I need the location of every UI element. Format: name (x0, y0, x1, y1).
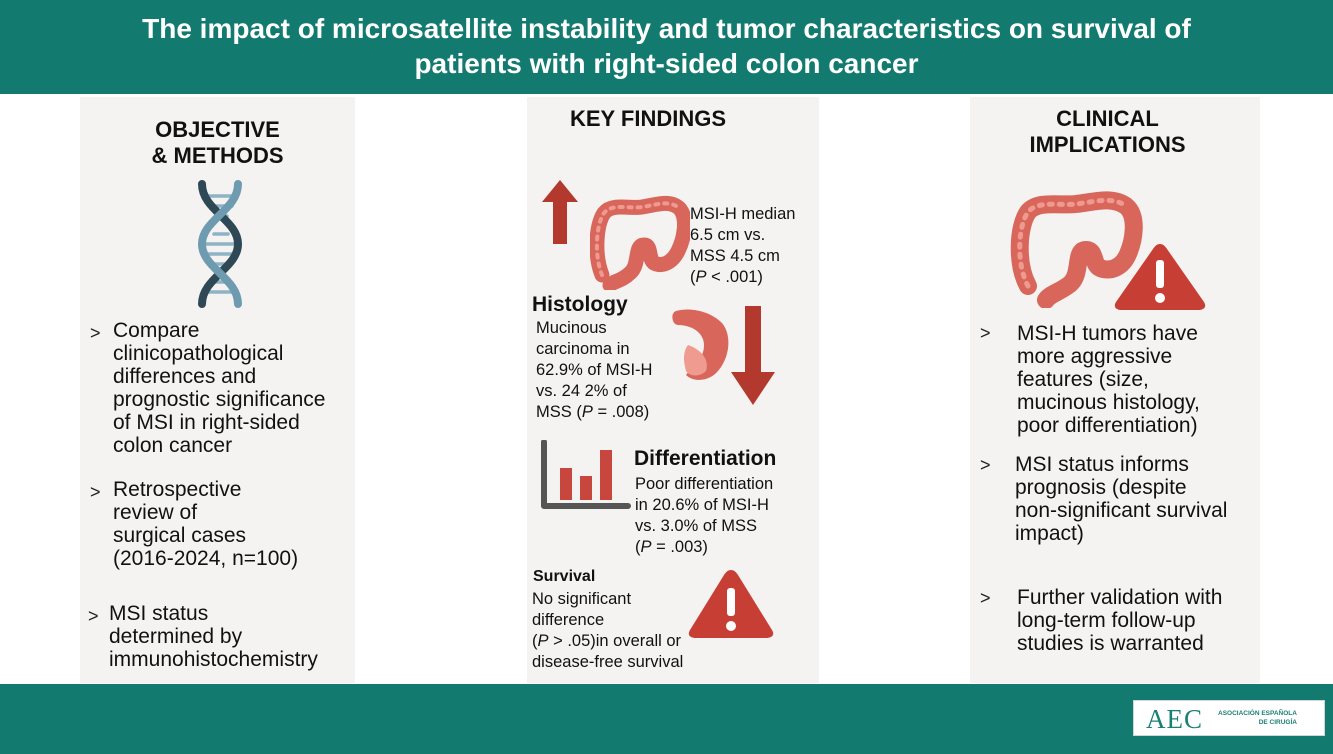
objective-bullet-3: MSI status determined by immunohistochemistry (109, 602, 318, 671)
bullet-chevron: > (980, 455, 991, 475)
objective-heading: OBJECTIVE & METHODS (151, 117, 284, 168)
implication-bullet-2: MSI status informs prognosis (despite non-significant survival impact) (1015, 453, 1228, 545)
survival-finding: No significant difference (P > .05)in overall or disease-free survival (532, 590, 684, 671)
objective-bullet-1: Compare clinicopathological differences and prognostic significance of MSI in right-sided colon cancer (113, 319, 326, 457)
title-banner (0, 0, 1333, 94)
warning-icon (1110, 240, 1210, 312)
bullet-chevron: > (88, 606, 99, 626)
histology-finding: Mucinous carcinoma in 62.9% of MSI-H vs. 24 2% of MSS (P = .008) (536, 319, 653, 421)
differentiation-title: Differentiation (634, 447, 777, 470)
survival-title: Survival (533, 568, 596, 585)
logo-letters: AEC (1146, 704, 1203, 734)
key-findings-heading: KEY FINDINGS (569, 106, 727, 131)
logo-subtitle: ASOCIACIÓN ESPAÑOLA DE CIRUGÍA (1218, 710, 1297, 726)
arrow-up-icon (540, 178, 580, 246)
aec-logo (1133, 700, 1325, 736)
arrow-down-icon (728, 304, 778, 407)
bullet-chevron: > (980, 588, 991, 608)
bullet-chevron: > (90, 323, 101, 343)
title-line-1: The impact of microsatellite instability and tumor characteristics on survival of (142, 13, 1191, 44)
bullet-chevron: > (90, 482, 101, 502)
dna-icon (180, 180, 260, 310)
histology-title: Histology (532, 293, 628, 316)
bullet-chevron: > (980, 323, 991, 343)
objective-bullet-2: Retrospective review of surgical cases (2016-2024, n=100) (113, 478, 299, 570)
warning-icon (686, 566, 776, 640)
bar-chart-icon (540, 440, 632, 512)
implication-bullet-1: MSI-H tumors have more aggressive features (size, mucinous histology, poor differentiation) (1017, 322, 1200, 437)
differentiation-finding: Poor differentiation in 20.6% of MSI-H vs. 3.0% of MSS (P = .003) (635, 475, 774, 556)
size-finding: MSI-H median 6.5 cm vs. MSS 4.5 cm (P < .001) (690, 205, 796, 286)
clinical-heading: CLINICAL IMPLICATIONS (1029, 106, 1186, 157)
implication-bullet-3: Further validation with long-term follow-up studies is warranted (1017, 586, 1223, 655)
tissue-icon (670, 305, 732, 385)
title-line-2: patients with right-sided colon cancer (414, 48, 919, 79)
colon-icon (590, 195, 690, 290)
